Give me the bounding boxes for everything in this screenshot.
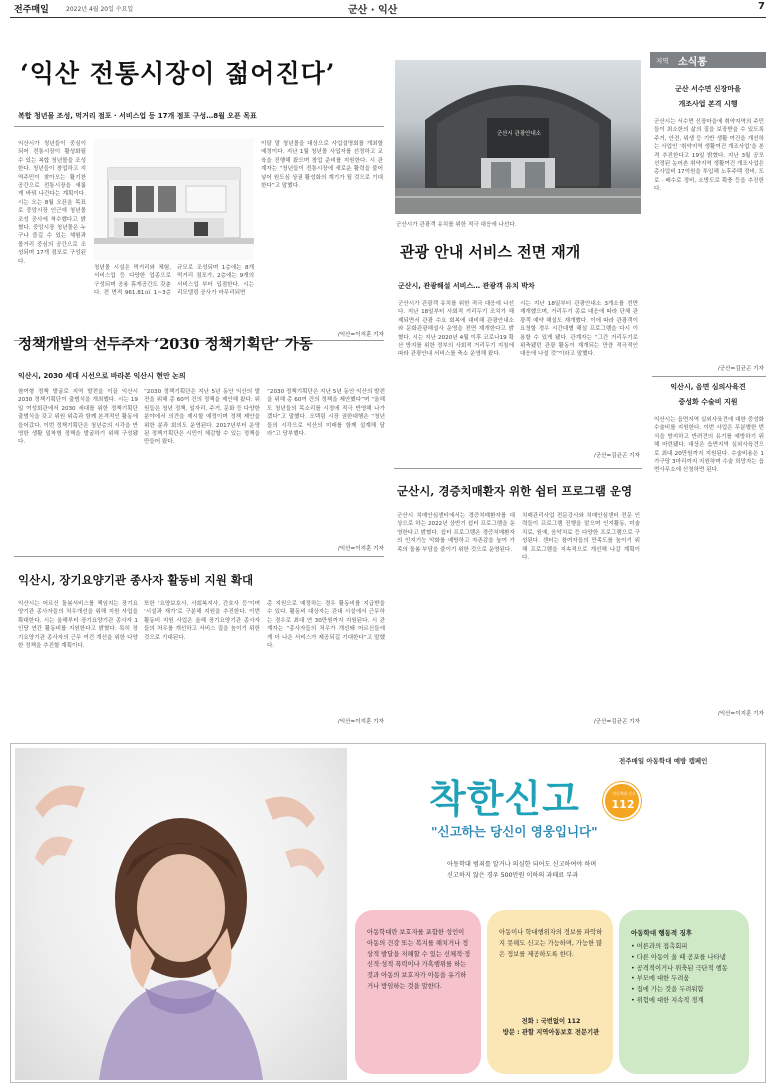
ad-112-badge	[603, 782, 641, 820]
youth-mall-rendering	[94, 138, 254, 260]
ad-sponsor: 전주매일 아동학대 예방 캠페인	[619, 757, 708, 765]
sidebar-item2-text: 익산시는 읍면지역 실외사육견에 대한 중성화 수술비를 지원한다. 이번 사업은 무분별한 번식을 방지하고 반려견의 유기를 예방하기 위해 마련됐다. 대상은 읍면지역 실외사육견으로 최대 20만원까지 지원된다. 수술비용은 1가구당 3마리까지 지원하며 수술 희망자는 읍면사무소에 신청하면 된다.	[654, 417, 764, 474]
building-drawing	[94, 138, 254, 260]
shelter-column-1: 군산시 치매안심센터에서는 경증치매환자를 대상으로 하는 2022년 상반기 쉼터 프로그램을 운영한다고 밝혔다. 쉼터 프로그램은 경증치매환자의 인지기능 악화를 예방하고 자존감을 높여 가족의 돌봄 부담을 줄이기 위한 것으로 운영된다.	[397, 513, 515, 553]
tourism-headline: 관광 안내 서비스 전면 재개	[400, 243, 581, 261]
tourism-column-1: 군산시가 관광객 유치를 위한 적극 대응에 나선다. 지난 18일부터 사회적 거리두기 조치가 해제되면서 관광 수요 회복에 대비해 관광안내소와 문화관광해설사 운영을 전면 재개한다고 밝혔다. 시는 지난 2020년 4월 이후 코로나19 확산 방지를 위한 정부의 사회적 거리두기 지침에 따라 관광안내 서비스를 축소 운영해 왔다.	[398, 301, 514, 358]
care-headline: 익산시, 장기요양기관 종사자 활동비 지원 확대	[18, 573, 254, 587]
lead-byline: /익산=이지훈 기자	[337, 332, 384, 338]
policy-bottom-rule	[14, 556, 384, 557]
tourism-photo-caption: 군산시가 관광객 유치를 위한 적극 대응에 나선다.	[396, 222, 517, 228]
policy-headline: 정책개발의 선두주자 ‘2030 정책기획단’ 가동	[18, 336, 313, 353]
policy-column-2: “2030 정책기획단은 지난 5년 동안 익산의 발전을 위해 총 60여 건의 정책을 제안해 왔다. 위원들은 청년 정책, 일자리, 주거, 문화 등 다양한 분야에서 의견을 제시할 예정이며 정책 제안을 위한 분과 회의도 운영된다. 2017년부터 운영된 정책기획단은 시민이 체감할 수 있는 정책을 만들어 왔다.	[144, 389, 260, 446]
badge-number: 112	[611, 798, 635, 811]
ad-sign-item: • 공격적이거나 위축된 극단적 행동	[631, 964, 728, 972]
shelter-column-2: 치매관리사업 전문강사와 치매안심센터 전문 인력들이 프로그램 진행을 맡으며 인지활동, 미술치료, 원예, 음악치료 등 다양한 프로그램으로 구성된다. 센터는 참여자들의 만족도를 높이기 위해 프로그램을 지속적으로 개선해 나갈 계획이다.	[522, 513, 640, 562]
tourism-byline: /군산=김균곤 기자	[593, 453, 640, 459]
shelter-headline: 군산시, 경증치매환자 위한 쉼터 프로그램 운영	[397, 484, 633, 498]
masthead	[10, 0, 766, 16]
page-number: 7	[758, 1, 765, 12]
lead-subheadline: 복합 청년몰 조성, 먹거리 점포 · 서비스업 등 17개 점포 구성…8월 오픈 목표	[18, 112, 257, 120]
tourism-column-2: 시는 지난 18일부터 관광안내소 3개소를 전면 재개했으며, 거리두기 종료 대응에 따라 단체 관광객 예약 해설도 재개했다. 이에 따라 관광객이 요청할 경우 시간대별 해설 프로그램을 다시 이용할 수 있게 됐다. 관계자는 “그간 거리두기로 위축됐던 관광 활동이 재개되는 만큼 적극적인 대응에 나설 것”이라고 말했다.	[520, 301, 638, 358]
lead-column-3: 이달 말 청년몰을 대상으로 사업설명회를 개최할 예정이다. 지난 1월 청년몰 사업자를 선정하고 교육을 진행해 왔으며 창업 준비를 지원한다. 시 관계자는 “청년들이 전통시장에 새로운 활력을 불어넣어 원도심 상권 활성화의 계기가 될 것으로 기대한다”고 말했다.	[261, 141, 383, 190]
care-column-1: 익산시는 어르신 돌봄서비스를 책임지는 장기요양기관 종사자들의 처우개선을 위해 지원 사업을 확대한다. 시는 올해부터 장기요양기관 종사자 1인당 연간 활동비를 지원한다고 밝혔다. 특히 장기요양기관 종사자의 근무 여건 개선을 위한 다양한 정책을 추진할 계획이다.	[18, 601, 138, 650]
ad-desc-line1: 아동학대 범죄를 알거나 의심한 되어도 신고하여야 하며	[447, 861, 597, 868]
policy-byline: /익산=이지훈 기자	[337, 546, 384, 552]
badge-caption: 아동학대 신고	[612, 791, 636, 796]
lead-column-2: 청년몰 시설은 먹거리와 체험, 서비스업 등 다양한 업종으로 구성되며 공용 휴게공간도 갖춘다. 전 면적 961.81㎡ 1~3층 규모로 조성되며 1층에는 8개 먹거리 점포가, 2층에는 9개의 서비스업 부터 입점한다. 시는 리모델링 공사가 마무리되면	[94, 265, 254, 297]
policy-column-3: “2030 정책기획단은 지난 5년 동안 익산의 발전을 위해 총 60여 건의 정책을 제안했다”며 “올해도 청년들의 목소리를 시정에 적극 반영해 나가겠다”고 말했다. 오택림 시장 권한대행은 “청년들의 시각으로 익산의 미래를 함께 설계해 달라”고 당부했다.	[267, 389, 385, 438]
lead-headline: ‘익산 전통시장이 젊어진다’	[20, 59, 336, 88]
campaign-ad	[10, 743, 766, 1083]
ad-report-phone: 전화 : 국번없이 112	[521, 1018, 581, 1025]
tourism-photo	[395, 60, 641, 214]
sidebar-title: 소식통	[678, 57, 707, 68]
care-column-2: 또한 ‘요양보호사, 사회복지사, 간호사 등’이며 ‘시설과 재가’로 구분해 지원을 추진한다. 이번 활동비 지원 사업은 올해 장기요양기관 종사자들의 처우를 개선하고 서비스 질을 높이기 위한 것으로 기대된다.	[144, 601, 260, 641]
ad-report-text: 아동이나 학대행위자의 정보를 파악하지 못해도 신고는 가능하며, 가능한 많은 정보를 제공하도록 한다.	[499, 929, 603, 958]
ad-definition-text: 아동학대란 보호자를 포함한 성인이 아동의 건강 또는 복지를 해치거나 정상적 발달을 저해할 수 있는 신체적·정신적·성적 폭력이나 가혹행위를 하는 것과 아동의 보호자가 아동을 유기하거나 방임하는 것을 말한다.	[367, 929, 471, 990]
crying-girl-illustration	[15, 748, 347, 1080]
sidebar-item2-byline: /익산=이지훈 기자	[717, 711, 764, 717]
ad-sign-item: • 부모에 대한 두려움	[631, 975, 690, 983]
care-column-3: 총 지원으로 예정하는 경우 활동비를 지급받을 수 있다. 활동비 대상자는 관내 시설에서 근무하는 경우로 최대 연 30만원까지 지원된다. 시 관계자는 “종사자들의 처우가 개선돼 어르신들에게 더 나은 서비스가 제공되길 기대한다”고 말했다.	[267, 601, 385, 650]
policy-subheadline: 익산시, 2030 세대 시선으로 바라본 익산시 현안 논의	[18, 372, 186, 380]
sidebar-item1-text: 군산시는 서수면 신장마을에 취약지역의 주민들이 최소한의 삶의 질을 보장받을 수 있도록 주거, 안전, 위생 등 기반 생활 여건을 개선하는 사업인 ‘취약지역 생활여건 개조사업’을 본격 추진한다고 19일 밝혔다. 지난 3월 공모 선정된 농어촌 취약지역 생활여건 개조사업은 총사업비 17억원을 투입해 노후주택 정비, 도로 · 배수로 정비, 소방도로 확충 등을 추진한다.	[654, 119, 764, 193]
sidebar-divider	[652, 376, 766, 377]
ad-sign-item: • 집에 가는 것을 두려워함	[631, 986, 704, 994]
ad-signs-title: 아동학대 행동적 징후	[631, 929, 693, 937]
ad-sign-item: • 위험에 대한 지속적 경계	[631, 996, 704, 1004]
ad-signs-list	[631, 942, 741, 1007]
ad-report-box	[487, 910, 613, 1074]
tourism-subheadline: 군산시, 관광해설 서비스… 관광객 유치 박차	[398, 282, 535, 290]
section-name: 군산 · 익산	[348, 5, 398, 16]
sidebar-item1-title: 군산 서수면 신장마을 개조사업 본격 시행	[675, 85, 741, 108]
sidebar-header	[650, 52, 766, 68]
ad-slogan: "신고하는 당신이 영웅입니다"	[431, 824, 598, 839]
lead-column-1: 익산시가 청년들이 중심이 되어 전통시장이 활성화될 수 있는 복합 청년몰을 조성한다. 청년들이 창업하고 지역주민이 찾아오는 활기찬 공간으로 전통시장을 새롭게 바꿔 나간다는 계획이다. 시는 오는 8월 오픈을 목표로 중앙시장 인근에 청년몰 조성 공사에 착수했다고 밝혔다. 중앙시장 청년몰은 누구나 즐길 수 있는 체험과 볼거리 중심의 공간으로 조성되며 17개 점포로 구성된다.	[18, 141, 86, 265]
paper-logo: 전주매일	[14, 5, 49, 15]
ad-signs-box	[619, 910, 749, 1074]
masthead-rule	[10, 17, 766, 18]
shelter-byline: /군산=김균곤 기자	[593, 719, 640, 725]
ad-report-visit: 방문 : 관할 지역아동보호 전문기관	[502, 1029, 600, 1036]
sidebar-item1-byline: /군산=김균곤 기자	[717, 366, 764, 372]
policy-column-1: 참여형 정책 발굴로 지역 발전을 이끌 익산시 2030 정책기획단이 출범식을 개최했다. 시는 19일 여성회관에서 2030 세대를 위한 정책기획단 출범식을 갖고 위원 위촉과 함께 본격적인 활동에 들어갔다. 이번 정책기획단은 청년층의 시각을 반영한 생활 밀착형 정책을 발굴하기 위해 구성됐다.	[18, 389, 138, 446]
ad-definition-box	[355, 910, 481, 1074]
sidebar-item2-title: 익산시, 음면 심의사육견 중성화 수술비 지원	[670, 383, 746, 406]
ad-sign-item: • 다른 아동이 울 때 공포를 나타냄	[631, 953, 726, 961]
sidebar-tag: 지역	[656, 57, 669, 65]
ad-sign-item: • 어른과의 접촉회피	[631, 943, 688, 950]
issue-date: 2022년 4월 20일 수요일	[66, 6, 134, 13]
ad-desc-line2: 신고하지 않은 경우 500만원 이하의 과태료 부과	[447, 872, 579, 879]
tourism-office-sign: 군산시 관광안내소	[496, 131, 542, 137]
tourism-bottom-rule	[394, 468, 642, 469]
ad-title: 착한신고	[429, 777, 580, 821]
ad-girl-photo	[15, 748, 347, 1080]
care-byline: /익산=이지훈 기자	[337, 719, 384, 725]
lead-subhead-rule	[14, 126, 384, 127]
